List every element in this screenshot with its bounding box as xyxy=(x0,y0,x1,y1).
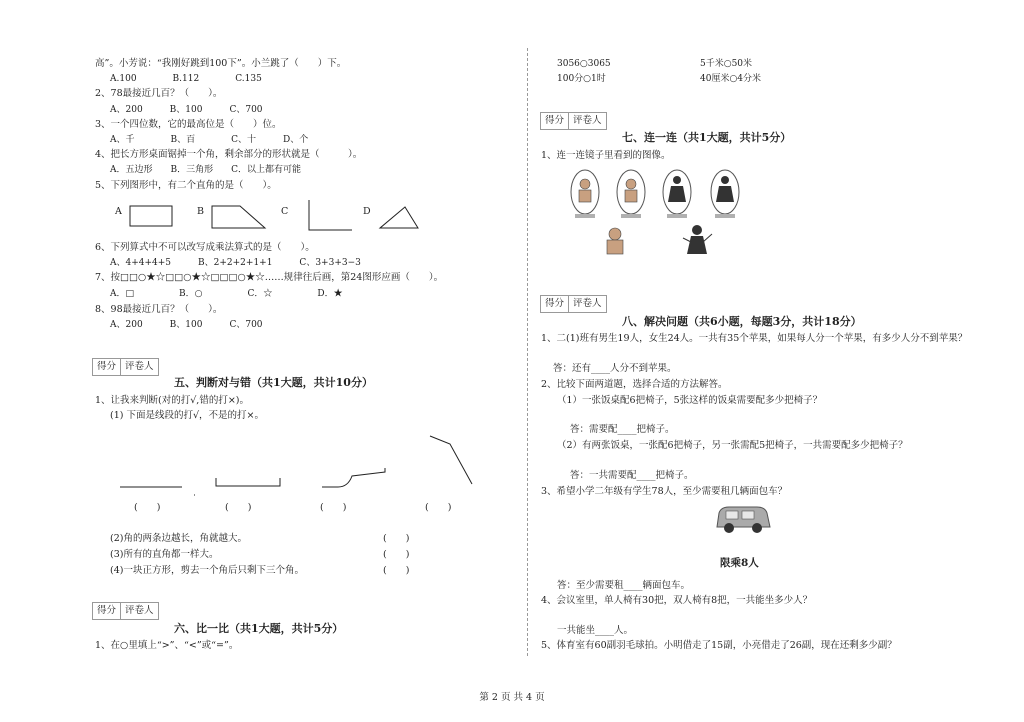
shapes-figure xyxy=(100,198,460,238)
q-line: 2、78最接近几百？（ ）。 xyxy=(95,88,223,99)
score-label: 得分 xyxy=(545,298,565,309)
compare-item: 3056○3065 xyxy=(557,59,611,69)
q-line: (4)一块正方形，剪去一个角后只剩下三个角。 xyxy=(110,565,304,576)
q-options: A.100 B.112 C.135 xyxy=(110,74,262,84)
bus-capacity-label: 限乘8人 xyxy=(720,557,759,569)
q-options: A、200 B、100 C、700 xyxy=(110,105,263,115)
line-figure-4 xyxy=(430,436,472,484)
line-figure-3 xyxy=(322,468,385,487)
q-options: A、4+4+4+5 B、2+2+2+1+1 C、3+3+3−3 xyxy=(110,258,361,268)
shape-label: C xyxy=(281,206,289,217)
trapezoid-shape xyxy=(212,206,265,228)
bear-figure xyxy=(607,228,623,254)
answer-line: 答：至少需要租____辆面包车。 xyxy=(557,580,691,591)
grader-label: 评卷人 xyxy=(568,113,606,129)
mirror-image-figure xyxy=(565,166,755,266)
q-line: 高”。小芳说：“我刚好跳到100下”。小兰跳了（ ）下。 xyxy=(95,58,347,69)
bus-icon xyxy=(713,503,773,535)
q-options: A．□ B．○ C．☆ D．★ xyxy=(110,289,343,299)
q-line: 4、会议室里，单人椅有30把，双人椅有8把，一共能坐多少人？ xyxy=(541,595,813,606)
answer-paren: ( ) xyxy=(383,533,410,544)
right-angle-shape xyxy=(309,200,352,230)
q-line: 3、一个四位数，它的最高位是（ ）位。 xyxy=(95,119,282,130)
q-line: （1）一张饭桌配6把椅子，5张这样的饭桌需要配多少把椅子？ xyxy=(557,395,823,406)
column-divider xyxy=(527,48,528,656)
q-line: 1、让我来判断(对的打√,错的打×)。 xyxy=(95,395,249,406)
score-box xyxy=(540,112,607,130)
section-title: 五、判断对与错（共1大题，共计10分） xyxy=(174,376,373,389)
q-line: 5、下列图形中，有二个直角的是（ ）。 xyxy=(95,180,277,191)
q-options: A、千 B、百 C、十 D、个 xyxy=(110,135,309,145)
score-box xyxy=(92,602,159,620)
line-figure-2 xyxy=(216,478,280,486)
segments-figure xyxy=(110,430,490,500)
section-title: 七、连一连（共1大题，共计5分） xyxy=(622,131,792,144)
answer-paren: ( ) xyxy=(134,502,161,513)
grader-label: 评卷人 xyxy=(568,296,606,312)
q-line: 7、按□□○★☆□□○★☆□□□○★☆……规律往后画，第24图形应画（ ）。 xyxy=(95,272,444,283)
grader-label: 评卷人 xyxy=(120,603,158,619)
answer-paren: ( ) xyxy=(425,502,452,513)
score-box xyxy=(540,295,607,313)
q-line: 1、二(1)班有男生19人，女生24人。一共有35个苹果，如果每人分一个苹果，有多少人分不到苹果？ xyxy=(541,333,968,344)
answer-paren: ( ) xyxy=(383,565,410,576)
shape-label: A xyxy=(115,206,122,217)
grader-label: 评卷人 xyxy=(120,359,158,375)
compare-item: 100分○1时 xyxy=(557,74,606,84)
answer-paren: ( ) xyxy=(383,549,410,560)
q-line: 3、希望小学二年级有学生78人，至少需要租几辆面包车？ xyxy=(541,486,788,497)
rectangle-shape xyxy=(130,206,172,226)
answer-line: 答：需要配____把椅子。 xyxy=(570,424,675,435)
q-line: 2、比较下面两道题，选择合适的方法解答。 xyxy=(541,379,728,390)
q-options: A、200 B、100 C、700 xyxy=(110,320,263,330)
score-label: 得分 xyxy=(97,605,117,616)
q-line: 1、连一连镜子里看到的图像。 xyxy=(541,150,671,161)
q-line: 1、在○里填上“>”、“<”或“=”。 xyxy=(95,640,239,651)
answer-paren: ( ) xyxy=(320,502,347,513)
q-options: A．五边形 B．三角形 C．以上都有可能 xyxy=(110,165,302,175)
q-line: 4、把长方形桌面锯掉一个角，剩余部分的形状就是（ ）。 xyxy=(95,149,363,160)
q-line: (3)所有的直角都一样大。 xyxy=(110,549,219,560)
q-line: （2）有两张饭桌，一张配6把椅子，另一张需配5把椅子，一共需要配多少把椅子？ xyxy=(557,440,908,451)
shape-label: D xyxy=(363,206,371,217)
girl-figure xyxy=(683,225,712,254)
section-title: 八、解决问题（共6小题，每题3分，共计18分） xyxy=(622,315,862,328)
shape-label: B xyxy=(197,206,204,217)
q-line: (2)角的两条边越长，角就越大。 xyxy=(110,533,247,544)
score-label: 得分 xyxy=(545,115,565,126)
answer-line: 答：一共需要配____把椅子。 xyxy=(570,470,694,481)
answer-line: 一共能坐____人。 xyxy=(557,625,634,636)
page-footer: 第 2 页 共 4 页 xyxy=(479,692,545,703)
section-title: 六、比一比（共1大题，共计5分） xyxy=(174,622,344,635)
score-box xyxy=(92,358,159,376)
triangle-shape xyxy=(380,207,418,228)
q-line: 6、下列算式中不可以改写成乘法算式的是（ ）。 xyxy=(95,242,315,253)
q-line: (1) 下面是线段的打√，不是的打×。 xyxy=(110,410,264,421)
q-line: 5、体育室有60副羽毛球拍。小明借走了15副，小亮借走了26副，现在还剩多少副？ xyxy=(541,640,897,651)
answer-line: 答：还有____人分不到苹果。 xyxy=(553,363,677,374)
compare-item: 5千米○50米 xyxy=(700,59,753,69)
compare-item: 40厘米○4分米 xyxy=(700,74,762,84)
score-label: 得分 xyxy=(97,361,117,372)
q-line: 8、98最接近几百？（ ）。 xyxy=(95,304,223,315)
answer-paren: ( ) xyxy=(225,502,252,513)
